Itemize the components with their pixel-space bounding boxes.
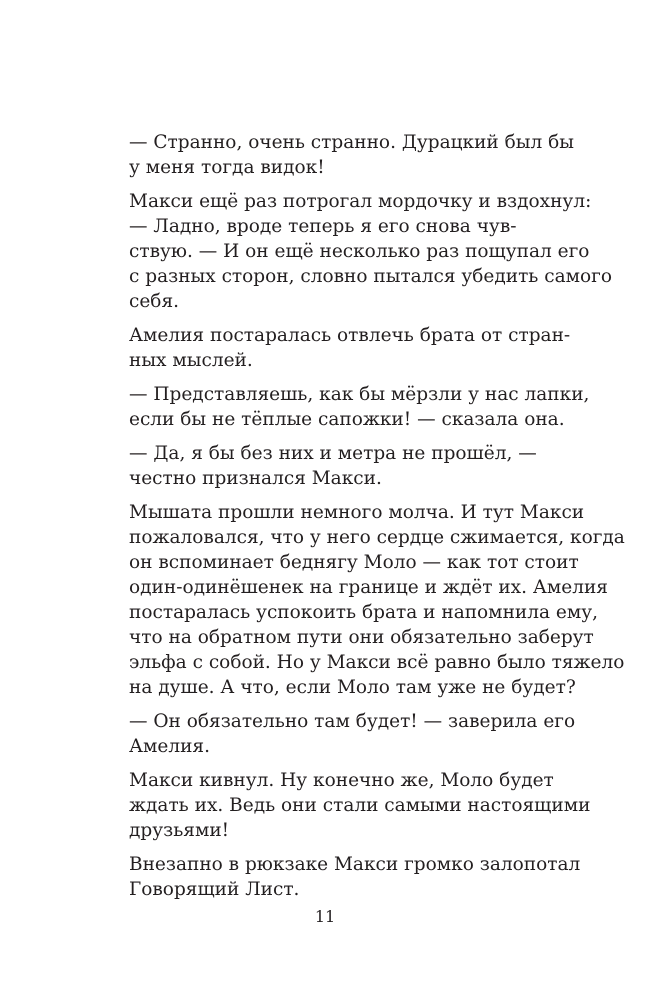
text-line: — Он обязательно там будет! — заверила его <box>129 711 576 732</box>
text-line: ствую. — И он ещё несколько раз пощупал его <box>129 241 590 262</box>
text-line: один-одинёшенек на границе и ждёт их. Амелия <box>129 577 608 598</box>
text-line: Макси кивнул. Ну конечно же, Моло будет <box>129 770 554 791</box>
text-line: если бы не тёплые сапожки! — сказала она. <box>129 409 565 430</box>
text-line: — Представляешь, как бы мёрзли у нас лапки, <box>129 384 590 405</box>
text-line: ждать их. Ведь они стали самыми настоящими <box>129 795 591 816</box>
text-line: ных мыслей. <box>129 350 253 371</box>
text-line: — Странно, очень странно. Дурацкий был бы <box>129 132 574 153</box>
text-line: друзьями! <box>129 820 230 841</box>
text-line: постаралась успокоить брата и напомнила ему, <box>129 602 599 623</box>
text-line: Внезапно в рюкзаке Макси громко залопотал <box>129 854 581 875</box>
text-line: Макси ещё раз потрогал мордочку и вздохнул: <box>129 191 592 212</box>
text-line: Мышата прошли немного молча. И тут Макси <box>129 502 585 523</box>
page-number: 11 <box>314 907 336 926</box>
text-line: на душе. А что, если Моло там уже не будет? <box>129 677 576 698</box>
text-line: Амелия постаралась отвлечь брата от стран- <box>129 325 571 346</box>
text-line: себя. <box>129 291 179 312</box>
text-line: с разных сторон, словно пытался убедить самого <box>129 266 613 287</box>
text-line: — Да, я бы без них и метра не прошёл, — <box>129 443 537 464</box>
text-line: эльфа с собой. Но у Макси всё равно было тяжело <box>129 652 625 673</box>
text-line: что на обратном пути они обязательно заберут <box>129 627 594 648</box>
text-line: у меня тогда видок! <box>129 157 325 178</box>
text-line: — Ладно, вроде теперь я его снова чув- <box>129 216 517 237</box>
text-line: он вспоминает беднягу Моло — как тот стоит <box>129 552 579 573</box>
text-line: честно признался Макси. <box>129 468 382 489</box>
text-line: Говорящий Лист. <box>129 879 300 900</box>
text-line: Амелия. <box>129 736 210 757</box>
text-line: пожаловался, что у него сердце сжимается, когда <box>129 527 625 548</box>
